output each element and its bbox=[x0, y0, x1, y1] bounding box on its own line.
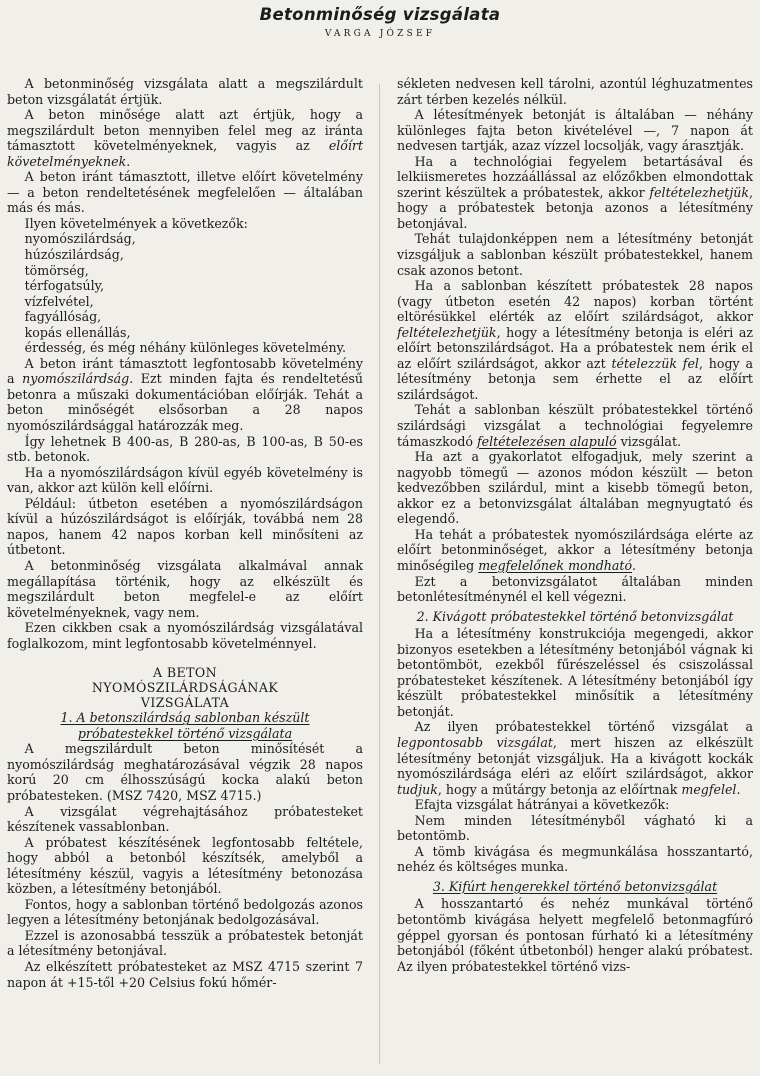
paragraph: Így lehetnek B 400-as, B 280-as, B 100-as, B 50-es stb. betonok. bbox=[7, 433, 363, 465]
list-item: kopás ellenállás, bbox=[24, 324, 131, 340]
list-item: vízfelvétel, bbox=[24, 293, 94, 309]
paragraph: Ha azt a gyakorlatot elfogadjuk, mely szerint a nagyobb tömegű — azonos módon készült — beton kedvezőbben szilárdul, mint a kisebb tömegű beton, akkor ez a betonvizsgálat általában megnyugtató és elegendő. bbox=[397, 449, 753, 527]
paragraph: Tehát tulajdonképpen nem a létesítmény betonját vizsgáljuk a sablonban készült próbatestekkel, hanem csak azonos betont. bbox=[397, 231, 753, 278]
right-column bbox=[397, 76, 753, 974]
subsection-heading: 1. A betonszilárdság sablonban készült próbatestekkel történő vizsgálata bbox=[60, 710, 310, 741]
subsection-heading: 2. Kivágott próbatestekkel történő betonvizsgálat bbox=[416, 608, 734, 624]
paragraph: Ha a technológiai fegyelem betartásával és lelkiismeretes hozzáállással az előzőkben elmondottak szerint készültek a próbatestek, akkor feltételezhetjük, hogy a próbatestek betonja azonos a létesítmény betonjával. bbox=[397, 153, 753, 231]
paragraph: A betonminőség vizsgálata alatt a megszilárdult beton vizsgálatát értjük. bbox=[7, 76, 363, 107]
paragraph: A beton minősége alatt azt értjük, hogy a megszilárdult beton mennyiben felel meg az iránta támasztott követelményeknek, vagyis az előírt követelményeknek. bbox=[7, 107, 363, 169]
paragraph: Ezen cikkben csak a nyomószilárdság vizsgálatával foglalkozom, mint legfontosabb követelménnyel. bbox=[7, 620, 363, 651]
article-author: VARGA JÓZSEF bbox=[324, 29, 436, 39]
requirements-list bbox=[7, 231, 363, 340]
section-heading: A BETON NYOMÓSZILÁRDSÁGÁNAK VIZSGÁLATA bbox=[91, 665, 279, 711]
paragraph: Ha tehát a próbatestek nyomószilárdsága elérte az előírt betonminőséget, akkor a létesítmény betonja minőségileg megfelelőnek mondható. bbox=[397, 526, 753, 573]
list-item: fagyállóság, bbox=[24, 309, 102, 325]
column-divider bbox=[379, 84, 380, 1064]
paragraph: Ha a sablonban készített próbatestek 28 napos (vagy útbeton esetén 42 napos) korban történt eltörésükkel elérték az előírt szilárdságot, akkor feltételezhetjük, hogy a létesítmény betonja is eléri az előírt betonszilárdságot. Ha a próbatestek nem érik el az előírt szilárdságot, akkor azt tételezzük fel, hogy a létesítmény betonja sem érhette el az előírt szilárdságot. bbox=[397, 278, 753, 402]
paragraph: Ezzel is azonosabbá tesszük a próbatestek betonját a létesítmény betonjával. bbox=[7, 927, 363, 959]
paragraph: Fontos, hogy a sablonban történő bedolgozás azonos legyen a létesítmény betonjának bedolgozásával. bbox=[7, 896, 363, 928]
paragraph: A tömb kivágása és megmunkálása hosszantartó, nehéz és költséges munka. bbox=[397, 843, 753, 875]
paragraph: A létesítmények betonját is általában — néhány különleges fajta beton kivételével —, 7 napon át nedvesen tartják, azaz vízzel locsolják, vagy árasztják. bbox=[397, 107, 753, 154]
subsection-heading: 3. Kifúrt hengerekkel történő betonvizsgálat bbox=[432, 878, 718, 894]
paragraph: A betonminőség vizsgálata alkalmával annak megállapítása történik, hogy az elkészült és megszilárdult beton megfelel-e az előírt követelményeknek, vagy nem. bbox=[7, 557, 363, 620]
paragraph: Nem minden létesítményből vágható ki a betontömb. bbox=[397, 812, 753, 844]
left-column bbox=[7, 76, 363, 990]
list-item: tömörség, bbox=[24, 262, 89, 278]
paragraph: Efajta vizsgálat hátrányai a következők: bbox=[414, 797, 670, 813]
paragraph: Ha a létesítmény konstrukciója megengedi, akkor bizonyos esetekben a létesítmény betonjából vágnak ki betontömböt, ezekből fűrészeléssel és csiszolással próbatesteket készítenek. A létesítmény betonjából így készült próbatestekkel minősítik a létesítmény betonját. bbox=[397, 626, 753, 719]
paragraph: sékleten nedvesen kell tárolni, azontúl léghuzatmentes zárt térben kezelés nélkül. bbox=[397, 76, 753, 107]
paragraph: A hosszantartó és nehéz munkával történő betontömb kivágása helyett megfelelő betonmagfúró géppel gyorsan és pontosan fúrható ki a létesítmény betonjából (főként útbetonból) henger alakú próbatest. Az ilyen próbatestekkel történő vizs- bbox=[397, 896, 753, 974]
paragraph: Tehát a sablonban készült próbatestekkel történő szilárdsági vizsgálat a technológiai fegyelemre támaszkodó feltételezésen alapuló vizsgálat. bbox=[397, 402, 753, 449]
paragraph: Ha a nyomószilárdságon kívül egyéb követelmény is van, akkor azt külön kell előírni. bbox=[7, 464, 363, 496]
paragraph: Az elkészített próbatesteket az MSZ 4715 szerint 7 napon át +15-től +20 Celsius fokú hőmér- bbox=[7, 958, 363, 990]
list-item: térfogatsúly, bbox=[24, 278, 105, 294]
paragraph: Az ilyen próbatestekkel történő vizsgálat a legpontosabb vizsgálat, mert hiszen az elkészült létesítmény betonját vizsgáljuk. Ha a kivágott kockák nyomószilárdsága eléri az előírt szilárdságot, akkor tudjuk, hogy a műtárgy betonja az előírtnak megfelel. bbox=[397, 719, 753, 797]
paragraph: Például: útbeton esetében a nyomószilárdságon kívül a húzószilárdságot is előírják, továbbá nem 28 napos, hanem 42 napos korban kell minősíteni az útbetont. bbox=[7, 495, 363, 558]
list-item: nyomószilárdság, bbox=[24, 231, 136, 247]
article-title: Betonminőség vizsgálata bbox=[259, 5, 501, 24]
paragraph: A próbatest készítésének legfontosabb feltétele, hogy abból a betonból készítsék, amelyből a létesítmény készül, vagyis a létesítmény betonozása közben, a létesítmény betonjából. bbox=[7, 834, 363, 897]
paragraph: érdesség, és még néhány különleges követelmény. bbox=[24, 340, 347, 356]
paragraph: A vizsgálat végrehajtásához próbatesteket készítenek vassablonban. bbox=[7, 803, 363, 835]
list-item: húzószilárdság, bbox=[24, 247, 124, 263]
paragraph: A beton iránt támasztott legfontosabb követelmény a nyomószilárdság. Ezt minden fajta és rendeltetésű betonra a műszaki dokumentációban előírják. Tehát a beton minőségét elsősorban a 28 napos nyomószilárdsággal határozzák meg. bbox=[7, 355, 363, 434]
paragraph: Ezt a betonvizsgálatot általában minden betonlétesítménynél el kell végezni. bbox=[397, 573, 753, 605]
paragraph: A megszilárdult beton minősítését a nyomószilárdság meghatározásával végzik 28 napos korú 20 cm élhosszúságú kocka alakú beton próbatesteken. (MSZ 7420, MSZ 4715.) bbox=[7, 741, 363, 803]
paragraph: Ilyen követelmények a következők: bbox=[24, 215, 248, 231]
paragraph: A beton iránt támasztott, illetve előírt követelmény — a beton rendeltetésének megfelelően — általában más és más. bbox=[7, 169, 363, 216]
